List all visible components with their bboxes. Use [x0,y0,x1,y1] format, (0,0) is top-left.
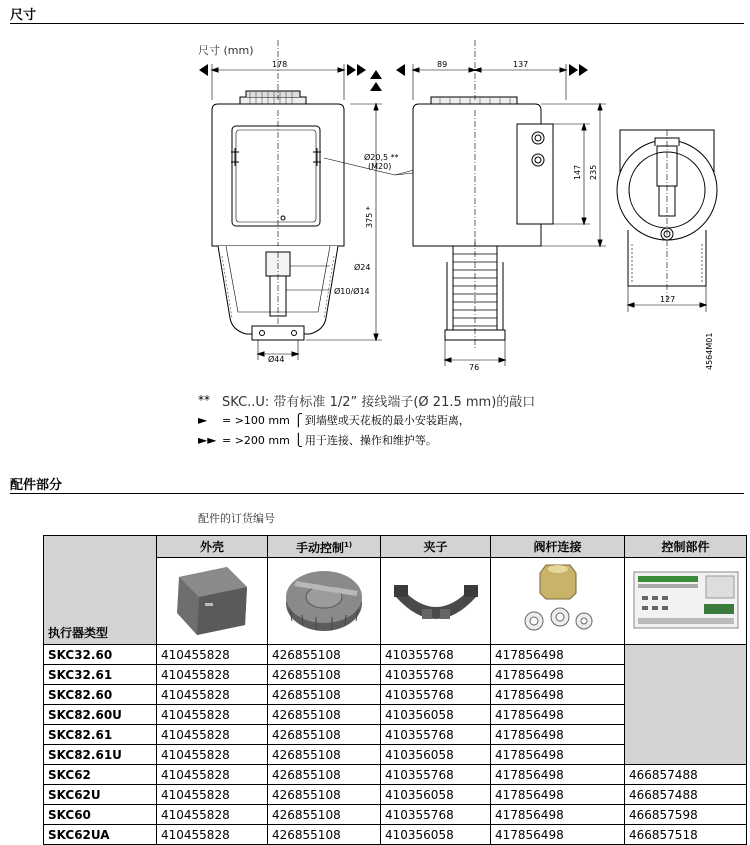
clamp-order-number: 410356058 [381,825,491,845]
housing-order-number: 410455828 [157,665,268,685]
header-stem-connection: 阀杆连接 [491,536,625,558]
clamp-order-number: 410356058 [381,705,491,725]
note-text: 到墙壁或天花板的最小安装距离， [304,414,470,427]
table-caption: 配件的订货编号 [198,512,275,525]
dim-m20: (M20) [368,162,392,171]
dim-375: 375 * [365,206,374,228]
stem-connection-order-number: 417856498 [491,805,625,825]
clamp-order-number: 410356058 [381,785,491,805]
note-value: = >100 mm [222,413,290,427]
header-control-unit: 控制部件 [625,536,747,558]
dim-dia-44: Ø44 [268,355,285,364]
actuator-model-cell: SKC82.60U [44,705,157,725]
manual-control-order-number: 426855108 [268,705,381,725]
brace-symbol: ⎩ [293,433,303,447]
stem-connection-order-number: 417856498 [491,705,625,725]
clamp-order-number: 410356058 [381,745,491,765]
clamp-order-number: 410355768 [381,725,491,745]
table-body [44,645,747,845]
control-unit-not-applicable [625,645,747,765]
front-view [212,40,344,340]
clamp-image [388,559,484,639]
clamp-order-number: 410355768 [381,665,491,685]
housing-order-number: 410455828 [157,785,268,805]
drawing-caption: 尺寸 (mm) [198,44,254,57]
actuator-model-cell: SKC32.60 [44,645,157,665]
stem-connection-order-number: 417856498 [491,685,625,705]
stem-connection-order-number: 417856498 [491,765,625,785]
table-row [44,645,747,665]
control-unit-order-number: 466857488 [625,765,747,785]
manual-control-order-number: 426855108 [268,725,381,745]
dim-147: 147 [573,164,582,180]
actuator-model-cell: SKC62UA [44,825,157,845]
dim-178: 178 [272,60,288,69]
actuator-model-cell: SKC60 [44,805,157,825]
footnote-mark: 1) [343,541,353,549]
housing-order-number: 410455828 [157,705,268,725]
dim-dia-24: Ø24 [354,263,371,272]
clamp-order-number: 410355768 [381,685,491,705]
top-view [617,130,717,300]
note-row [198,390,535,410]
min-distance-arrows [199,64,588,91]
dim-76: 76 [469,363,480,372]
table-header-row [44,536,747,558]
housing-order-number: 410455828 [157,725,268,745]
control-unit-order-number: 466857598 [625,805,747,825]
note-row [198,430,535,450]
housing-order-number: 410455828 [157,765,268,785]
clamp-order-number: 410355768 [381,645,491,665]
control-unit-order-number: 466857518 [625,825,747,845]
housing-image-cell [157,558,268,645]
manual-control-image [276,559,372,639]
note-value: = >200 mm [222,433,290,447]
dimension-drawing [0,0,750,390]
actuator-model-cell: SKC82.60 [44,685,157,705]
note-text: SKC..U: 带有标准 1/2” 接线端子(Ø 21.5 mm)的敲口 [222,394,536,410]
stem-connection-order-number: 417856498 [491,725,625,745]
actuator-model-cell: SKC82.61U [44,745,157,765]
housing-image [167,559,257,639]
dim-235: 235 [589,164,598,180]
manual-control-order-number: 426855108 [268,785,381,805]
control-unit-image [630,564,742,634]
manual-control-order-number: 426855108 [268,665,381,685]
actuator-type-header: 执行器类型 [44,536,157,645]
stem-connection-order-number: 417856498 [491,785,625,805]
stem-connection-order-number: 417856498 [491,645,625,665]
housing-order-number: 410455828 [157,805,268,825]
note-mark: ►► [198,433,217,447]
table-row [44,805,747,825]
manual-control-order-number: 426855108 [268,765,381,785]
dim-127: 127 [660,295,676,304]
clamp-image-cell [381,558,491,645]
dim-137: 137 [513,60,529,69]
control-unit-order-number: 466857488 [625,785,747,805]
stem-connection-image [510,559,606,639]
actuator-model-cell: SKC62 [44,765,157,785]
clamp-order-number: 410355768 [381,805,491,825]
dimension-notes [198,390,535,450]
manual-control-image-cell [268,558,381,645]
header-housing: 外壳 [157,536,268,558]
clamp-order-number: 410355768 [381,765,491,785]
manual-control-order-number: 426855108 [268,645,381,665]
note-mark: ► [198,413,208,427]
housing-order-number: 410455828 [157,825,268,845]
header-manual-control: 手动控制$^{1)}$ [268,536,381,558]
manual-control-order-number: 426855108 [268,745,381,765]
dim-dia-20-5: Ø20,5 ** [364,153,399,162]
housing-order-number: 410455828 [157,685,268,705]
stem-connection-image-cell [491,558,625,645]
header-clamp: 夹子 [381,536,491,558]
note-row [198,410,535,430]
table-row [44,825,747,845]
drawing-reference: 4564M01 [705,332,714,370]
actuator-model-cell: SKC82.61 [44,725,157,745]
dim-89: 89 [437,60,448,69]
stem-connection-order-number: 417856498 [491,665,625,685]
side-view [413,40,553,350]
table-row [44,765,747,785]
brace-symbol: ⎧ [293,413,303,427]
control-unit-image-cell [625,558,747,645]
actuator-model-cell: SKC32.61 [44,665,157,685]
note-text: 用于连接、操作和维护等。 [304,434,437,447]
section-divider [10,493,744,494]
section-title-accessories: 配件部分 [10,478,63,493]
manual-control-order-number: 426855108 [268,825,381,845]
accessories-table [43,535,747,845]
manual-control-order-number: 426855108 [268,805,381,825]
actuator-model-cell: SKC62U [44,785,157,805]
table-row [44,785,747,805]
stem-connection-order-number: 417856498 [491,745,625,765]
housing-order-number: 410455828 [157,745,268,765]
note-mark: ** [198,393,210,407]
section-title-dimensions: 尺寸 [10,8,37,23]
dim-dia-10-14: Ø10/Ø14 [334,287,370,296]
manual-control-order-number: 426855108 [268,685,381,705]
stem-connection-order-number: 417856498 [491,825,625,845]
housing-order-number: 410455828 [157,645,268,665]
